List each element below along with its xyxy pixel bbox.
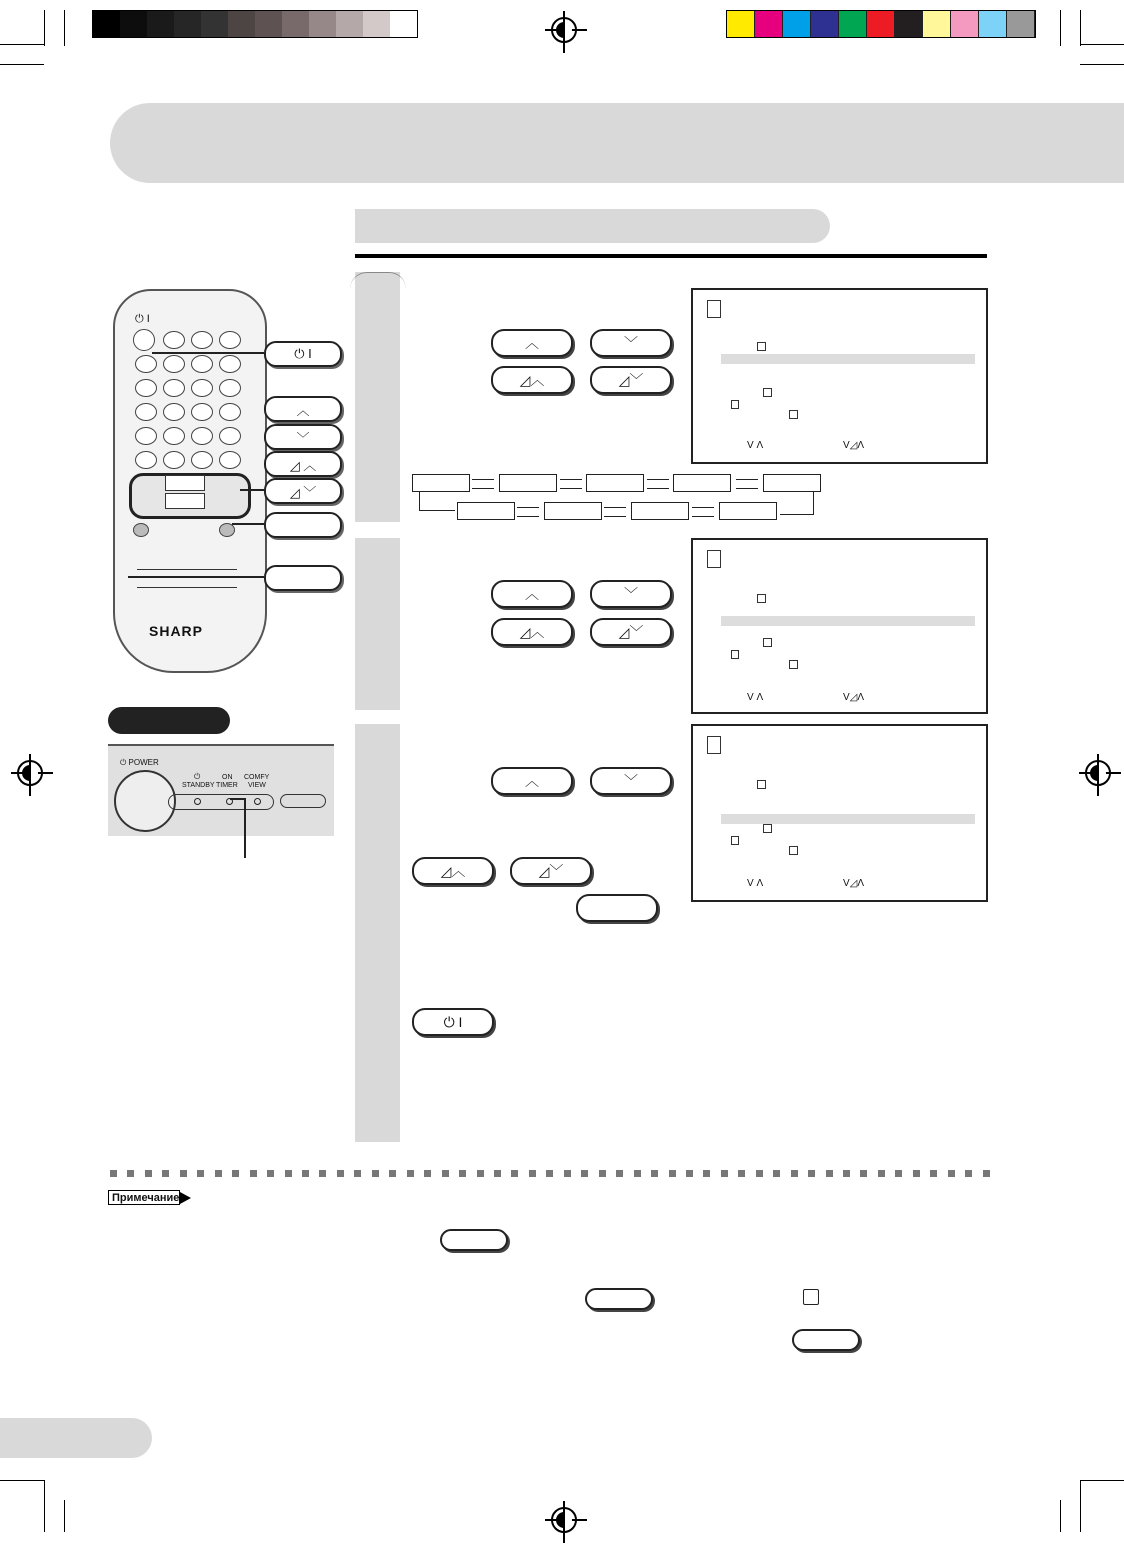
clock-icon — [757, 780, 766, 789]
color-swatch — [783, 11, 811, 37]
separator-dot — [878, 1170, 885, 1177]
separator-dot — [354, 1170, 361, 1177]
separator-dot — [686, 1170, 693, 1177]
channel-up-button[interactable]: ︿ — [491, 580, 573, 608]
volume-up-callout: ◿ ︿ — [264, 451, 342, 477]
volume-up-button[interactable]: ◿︿ — [491, 618, 573, 646]
remote-key[interactable] — [163, 355, 185, 373]
clock-icon — [757, 342, 766, 351]
separator-dot — [564, 1170, 571, 1177]
clock-icon — [763, 824, 772, 833]
color-swatch — [979, 11, 1007, 37]
separator-dot — [581, 1170, 588, 1177]
separator-dot — [337, 1170, 344, 1177]
channel-up-key[interactable] — [165, 475, 205, 491]
crop-mark — [1080, 10, 1081, 46]
separator-dot — [669, 1170, 676, 1177]
remote-key[interactable] — [135, 403, 157, 421]
separator-dot — [494, 1170, 501, 1177]
osd-footer-left: V Λ — [747, 440, 764, 451]
timer-label: TIMER — [216, 782, 238, 789]
volume-down-button[interactable]: ◿﹀ — [590, 618, 672, 646]
flow-box — [499, 474, 557, 492]
gray-swatch — [255, 11, 282, 37]
remote-key[interactable] — [219, 427, 241, 445]
section-rule — [355, 254, 987, 258]
on-label: ON — [222, 774, 233, 781]
separator-dot — [808, 1170, 815, 1177]
step-3-column — [355, 724, 400, 1142]
separator-dot — [197, 1170, 204, 1177]
hourglass-icon — [731, 836, 739, 845]
osd-screen-3 — [691, 724, 988, 902]
crop-mark — [0, 64, 44, 65]
separator-dot — [319, 1170, 326, 1177]
gray-swatch — [363, 11, 390, 37]
clock-icon — [789, 660, 798, 669]
gray-swatch — [309, 11, 336, 37]
flow-arrow — [604, 516, 626, 517]
remote-key[interactable] — [219, 331, 241, 349]
osd-footer-right: V◿Λ — [843, 878, 865, 889]
registration-mark-icon — [551, 1507, 577, 1533]
flow-return-line — [419, 492, 420, 510]
comfy-label: COMFY — [244, 774, 270, 781]
separator-dot — [895, 1170, 902, 1177]
color-swatch — [867, 11, 895, 37]
crop-mark — [64, 10, 65, 46]
remote-key[interactable] — [219, 379, 241, 397]
clock-icon — [789, 846, 798, 855]
remote-key[interactable] — [163, 379, 185, 397]
flow-return-line — [780, 514, 814, 515]
volume-up-button[interactable]: ◿︿ — [491, 366, 573, 394]
gray-swatch — [390, 11, 417, 37]
flow-arrow — [517, 507, 539, 508]
registration-mark-icon — [551, 17, 577, 43]
osd-footer-left: V Λ — [747, 878, 764, 889]
flow-arrow — [560, 488, 582, 489]
separator-dot — [860, 1170, 867, 1177]
standby-led — [194, 798, 201, 805]
separator-dot — [843, 1170, 850, 1177]
gray-swatch — [201, 11, 228, 37]
channel-down-button[interactable]: ﹀ — [590, 767, 672, 795]
flow-box — [673, 474, 731, 492]
flow-return-line — [419, 510, 455, 511]
separator-dot — [372, 1170, 379, 1177]
note-label: Примечание — [108, 1190, 180, 1205]
page-number-tab — [0, 1418, 152, 1458]
remote-key[interactable] — [219, 403, 241, 421]
remote-key[interactable] — [191, 427, 213, 445]
separator-dot — [511, 1170, 518, 1177]
function-callout — [264, 565, 342, 591]
gray-swatch — [228, 11, 255, 37]
flow-arrow — [736, 479, 758, 480]
remote-key[interactable] — [135, 379, 157, 397]
color-calibration-bar — [726, 10, 1036, 38]
volume-down-button[interactable]: ◿﹀ — [590, 366, 672, 394]
channel-down-button[interactable]: ﹀ — [590, 580, 672, 608]
color-swatch — [923, 11, 951, 37]
section-title-pill — [355, 209, 830, 243]
flow-box — [457, 502, 515, 520]
separator-dot — [442, 1170, 449, 1177]
step-1-column — [355, 272, 400, 522]
separator-dot — [913, 1170, 920, 1177]
flow-arrow — [647, 488, 669, 489]
osd-highlight — [721, 616, 975, 626]
registration-mark-icon — [1085, 760, 1111, 786]
remote-key[interactable] — [191, 451, 213, 469]
flow-box — [544, 502, 602, 520]
flow-arrow — [560, 479, 582, 480]
color-swatch — [755, 11, 783, 37]
flow-arrow — [472, 488, 494, 489]
crop-mark — [1080, 1480, 1124, 1481]
channel-up-button[interactable]: ︿ — [491, 329, 573, 357]
separator-dot — [756, 1170, 763, 1177]
separator-dot — [232, 1170, 239, 1177]
gray-swatch — [120, 11, 147, 37]
crop-mark — [44, 1480, 45, 1532]
color-swatch — [895, 11, 923, 37]
channel-up-button[interactable]: ︿ — [491, 767, 573, 795]
separator-dot — [110, 1170, 117, 1177]
leader-line — [152, 352, 264, 354]
comfy-view-button[interactable] — [280, 794, 326, 808]
separator-dot — [965, 1170, 972, 1177]
crop-mark — [1080, 1480, 1081, 1532]
dotted-separator — [110, 1170, 990, 1177]
separator-dot — [477, 1170, 484, 1177]
separator-dot — [407, 1170, 414, 1177]
separator-dot — [791, 1170, 798, 1177]
crop-mark — [1060, 1500, 1061, 1532]
view-label: VIEW — [248, 782, 266, 789]
channel-down-callout: ﹀ — [264, 424, 342, 450]
registration-mark-icon — [17, 760, 43, 786]
remote-key[interactable] — [163, 331, 185, 349]
flow-arrow — [517, 516, 539, 517]
separator-dot — [738, 1170, 745, 1177]
flow-box — [631, 502, 689, 520]
remote-key[interactable] — [191, 331, 213, 349]
timer-icon — [707, 736, 721, 754]
gray-swatch — [147, 11, 174, 37]
separator-dot — [459, 1170, 466, 1177]
color-swatch — [727, 11, 755, 37]
separator-dot — [616, 1170, 623, 1177]
clock-icon — [763, 638, 772, 647]
menu-key[interactable] — [133, 523, 149, 537]
clock-icon — [763, 388, 772, 397]
step-1-tab — [350, 272, 406, 289]
power-symbol: ⏻ I — [135, 313, 150, 325]
osd-footer-right: V◿Λ — [843, 440, 865, 451]
remote-key[interactable] — [191, 403, 213, 421]
color-swatch — [839, 11, 867, 37]
separator-dot — [302, 1170, 309, 1177]
remote-key[interactable] — [135, 451, 157, 469]
channel-down-key[interactable] — [165, 493, 205, 509]
remote-key[interactable] — [219, 451, 241, 469]
flow-arrow — [692, 516, 714, 517]
osd-highlight — [721, 814, 975, 824]
flashback-key[interactable] — [163, 427, 185, 445]
separator-dot — [285, 1170, 292, 1177]
mute-key[interactable] — [135, 355, 157, 373]
separator-dot — [826, 1170, 833, 1177]
separator-dot — [651, 1170, 658, 1177]
separator-dot — [215, 1170, 222, 1177]
hourglass-icon — [731, 400, 739, 409]
volume-up-button[interactable]: ◿︿ — [412, 857, 494, 885]
color-swatch — [811, 11, 839, 37]
remote-key[interactable] — [163, 403, 185, 421]
separator-dot — [773, 1170, 780, 1177]
separator-dot — [529, 1170, 536, 1177]
separator-dot — [703, 1170, 710, 1177]
inline-button — [585, 1288, 653, 1310]
clock-icon — [789, 410, 798, 419]
standby-symbol: ⏻ — [194, 772, 201, 781]
led-leader-line — [230, 798, 246, 800]
power-button[interactable]: ⏻ I — [412, 1008, 494, 1036]
color-swatch — [1007, 11, 1035, 37]
gray-swatch — [336, 11, 363, 37]
separator-dot — [389, 1170, 396, 1177]
remote-key[interactable] — [163, 451, 185, 469]
clock-icon — [757, 594, 766, 603]
standby-label: STANDBY — [182, 782, 215, 789]
crop-mark — [44, 10, 45, 46]
menu-button[interactable] — [576, 894, 658, 922]
separator-dot — [721, 1170, 728, 1177]
osd-footer-left: V Λ — [747, 692, 764, 703]
crop-mark — [0, 44, 44, 45]
separator-dot — [162, 1170, 169, 1177]
separator-dot — [634, 1170, 641, 1177]
osd-footer-right: V◿Λ — [843, 692, 865, 703]
flow-return-line — [813, 492, 814, 514]
remote-key[interactable] — [191, 379, 213, 397]
channel-down-button[interactable]: ﹀ — [590, 329, 672, 357]
menu-callout — [264, 512, 342, 538]
separator-dot — [930, 1170, 937, 1177]
inline-button — [440, 1229, 508, 1251]
gray-calibration-bar — [92, 10, 418, 38]
tv-front-panel — [108, 744, 334, 836]
flow-box — [586, 474, 644, 492]
timer-icon — [707, 550, 721, 568]
gray-swatch — [174, 11, 201, 37]
osd-highlight — [721, 354, 975, 364]
separator-dot — [145, 1170, 152, 1177]
crop-mark — [1080, 44, 1124, 45]
separator-dot — [250, 1170, 257, 1177]
clock-icon — [803, 1289, 819, 1305]
osd-screen-1 — [691, 288, 988, 464]
separator-dot — [983, 1170, 990, 1177]
leader-line — [232, 523, 264, 525]
inline-power-button — [792, 1329, 860, 1351]
channel-up-callout: ︿ — [264, 396, 342, 422]
separator-dot — [948, 1170, 955, 1177]
flow-box — [763, 474, 821, 492]
separator-dot — [424, 1170, 431, 1177]
separator-dot — [180, 1170, 187, 1177]
separator-dot — [546, 1170, 553, 1177]
power-key[interactable] — [133, 329, 155, 351]
volume-down-callout: ◿ ﹀ — [264, 478, 342, 504]
flow-arrow — [604, 507, 626, 508]
flow-arrow — [692, 507, 714, 508]
power-label: ⏻ POWER — [120, 758, 159, 767]
brand-logo: SHARP — [149, 623, 204, 639]
power-callout: ⏻ I — [264, 341, 342, 367]
crop-mark — [64, 1500, 65, 1532]
crop-mark — [1060, 10, 1061, 46]
flow-arrow — [736, 488, 758, 489]
remote-key[interactable] — [219, 355, 241, 373]
remote-key[interactable] — [191, 355, 213, 373]
led-leader-line — [244, 798, 246, 858]
leader-line — [240, 489, 264, 491]
osd-screen-2 — [691, 538, 988, 714]
gray-swatch — [93, 11, 120, 37]
flow-box — [719, 502, 777, 520]
remote-key[interactable] — [135, 427, 157, 445]
flow-arrow — [647, 479, 669, 480]
separator-dot — [599, 1170, 606, 1177]
separator-dot — [127, 1170, 134, 1177]
volume-down-button[interactable]: ◿﹀ — [510, 857, 592, 885]
crop-mark — [0, 1480, 44, 1481]
step-2-column — [355, 538, 400, 710]
leader-line — [128, 576, 264, 578]
crop-mark — [1080, 64, 1124, 65]
separator-dot — [267, 1170, 274, 1177]
flow-box — [412, 474, 470, 492]
function-keys-row[interactable] — [137, 587, 237, 602]
color-swatch — [951, 11, 979, 37]
gray-swatch — [282, 11, 309, 37]
comfy-view-led — [254, 798, 261, 805]
hourglass-icon — [731, 650, 739, 659]
flow-arrow — [472, 479, 494, 480]
timer-icon — [707, 300, 721, 318]
remote-control — [113, 289, 267, 673]
front-panel-label-pill — [108, 707, 230, 734]
page-header-band — [110, 103, 1124, 183]
timer-key[interactable] — [219, 523, 235, 537]
power-button[interactable] — [114, 770, 176, 832]
